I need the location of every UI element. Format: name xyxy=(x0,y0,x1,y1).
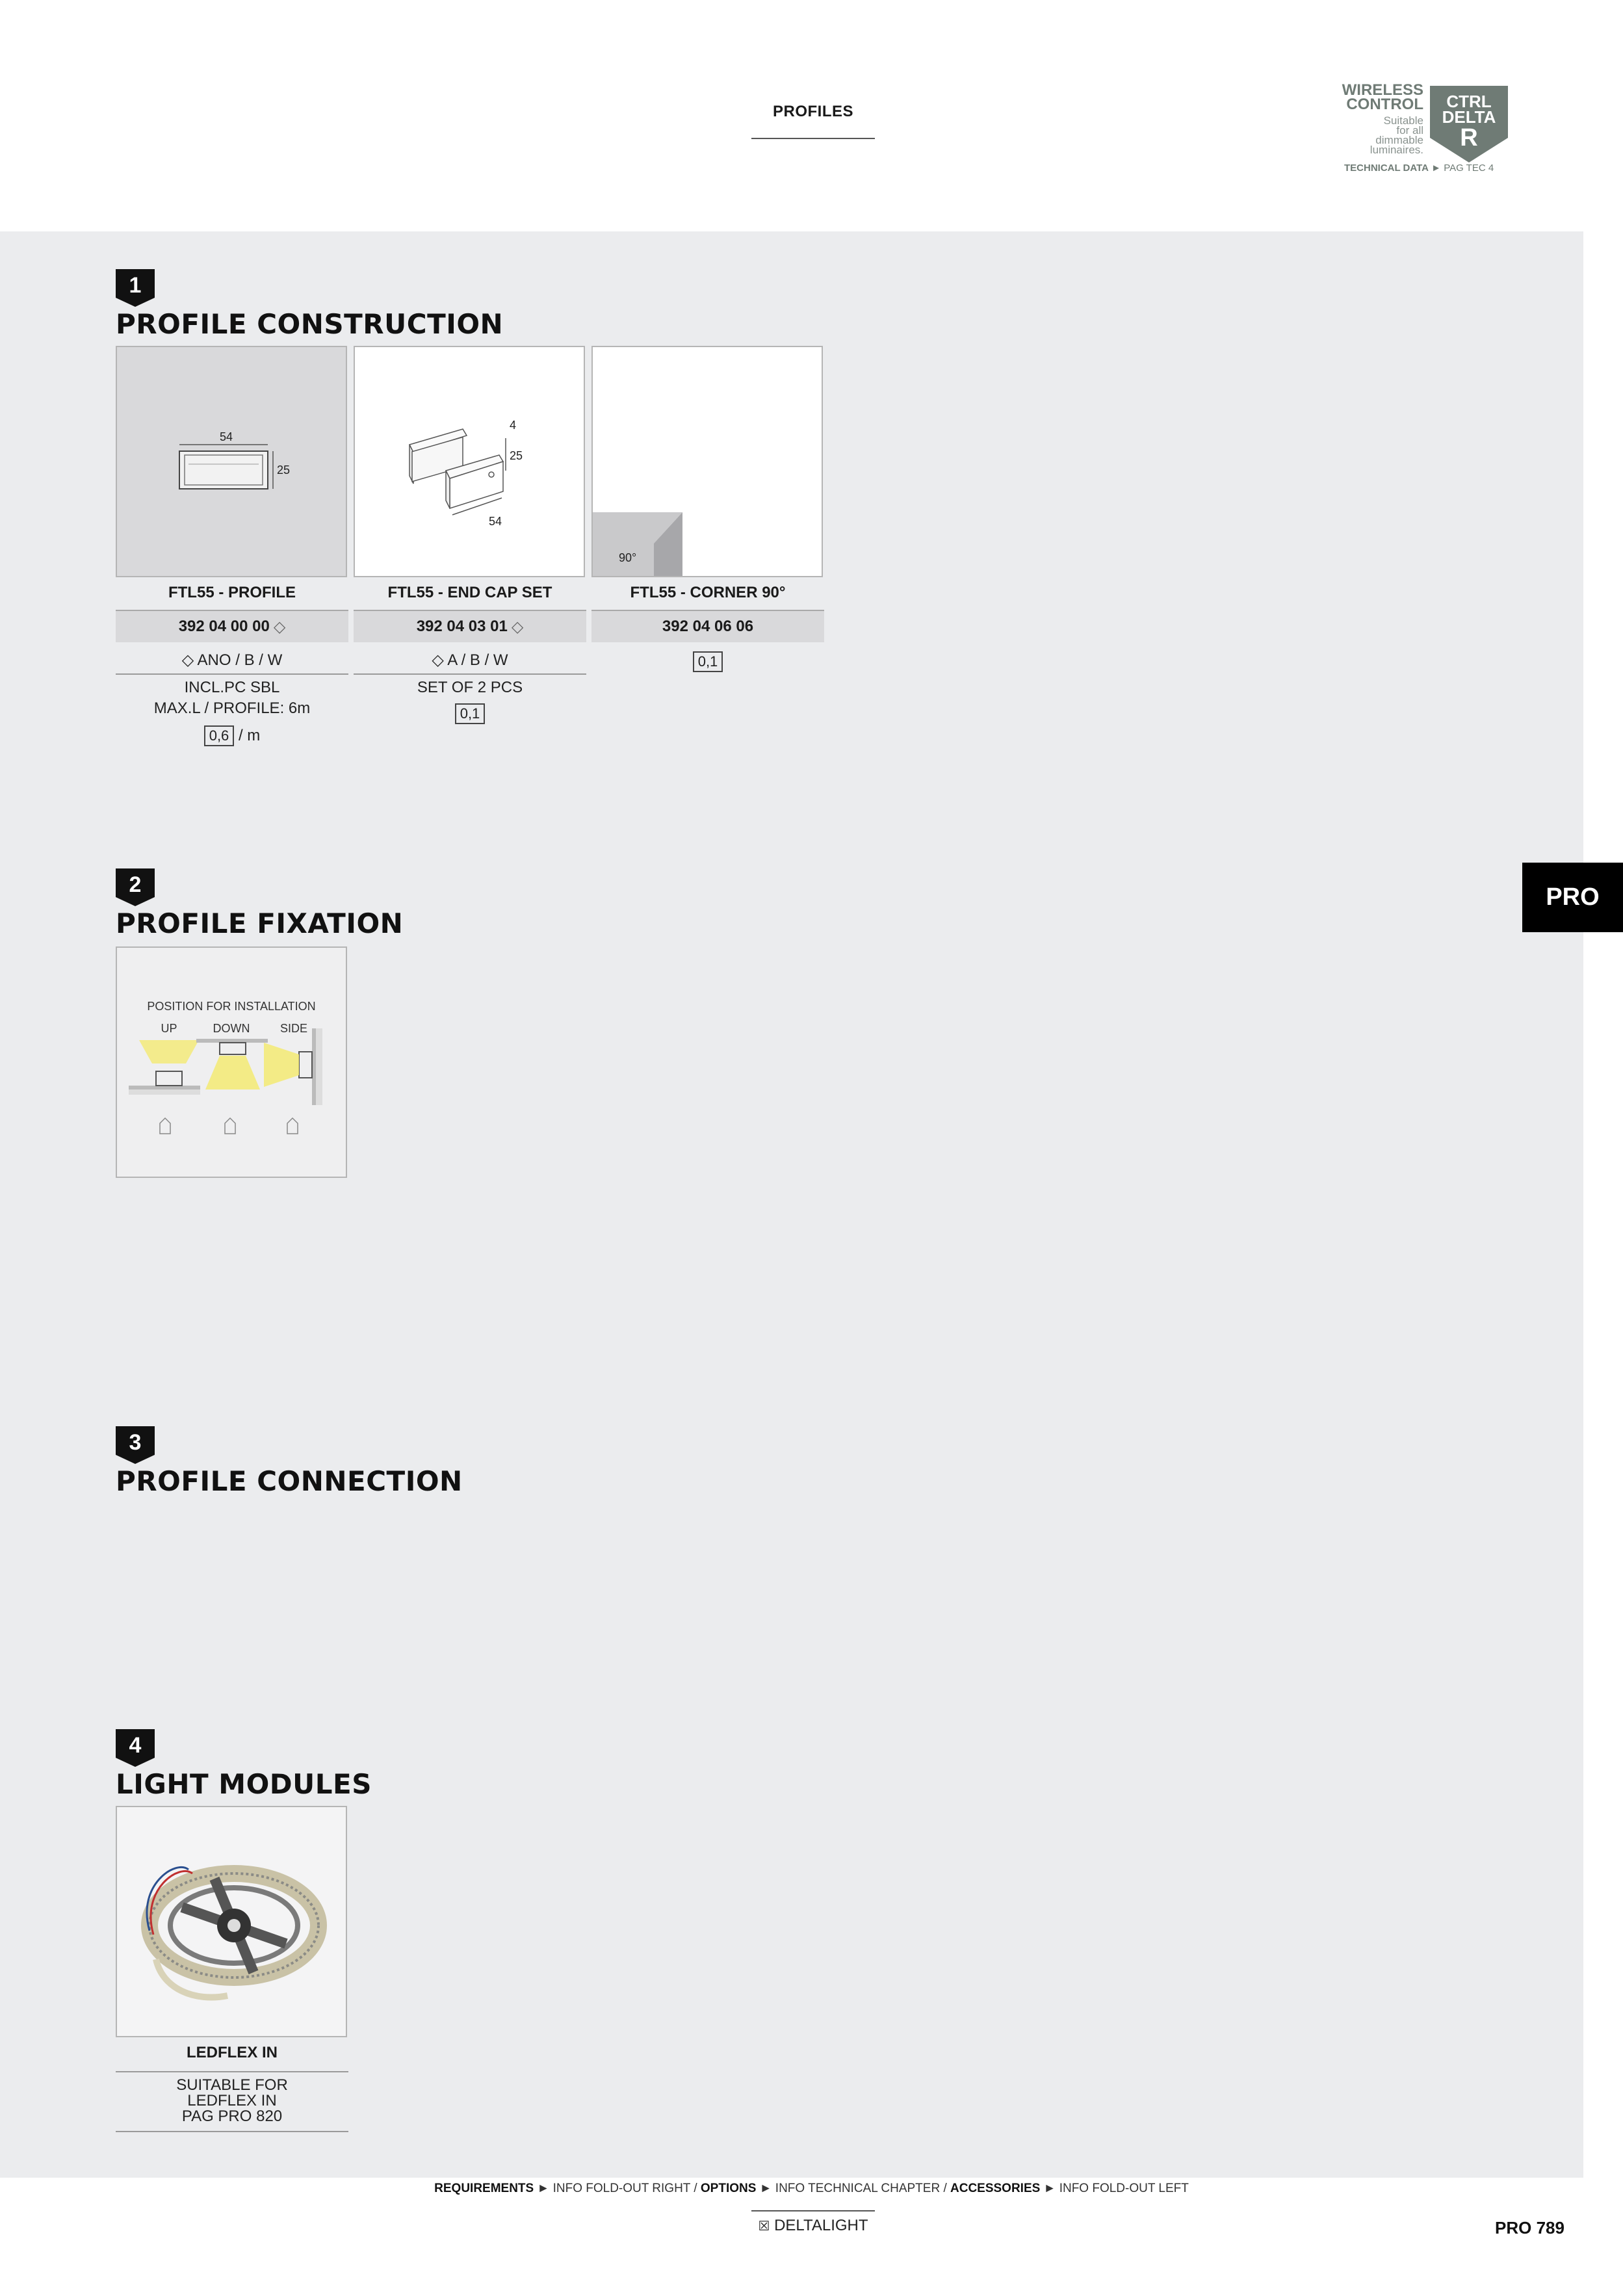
wireless-sub3: dimmable xyxy=(1375,134,1423,146)
tech-ref: PAG TEC 4 xyxy=(1444,163,1494,174)
brand-name: DELTALIGHT xyxy=(774,2217,868,2234)
divider xyxy=(116,2131,348,2132)
finish-options-icon: ◇ xyxy=(511,618,524,636)
section-title-connection: PROFILE CONNECTION xyxy=(116,1465,463,1497)
finish-options-icon: ◇ xyxy=(273,618,286,636)
module-line1: SUITABLE FOR xyxy=(176,2076,288,2094)
corner-drawing xyxy=(593,347,822,576)
finish-end-cap: ◇ A / B / W xyxy=(432,651,508,669)
note-profile-1: INCL.PC SBL xyxy=(184,679,280,696)
ledflex-image xyxy=(116,1806,347,2037)
arrow-right-icon: ► xyxy=(1043,2182,1056,2195)
wireless-line1: WIRELESS xyxy=(1342,81,1423,99)
module-name: LEDFLEX IN xyxy=(186,2044,278,2061)
weight-corner xyxy=(591,651,824,672)
side-mounting-icon xyxy=(264,1028,322,1105)
footer-accessories[interactable]: ACCESSORIES xyxy=(950,2182,1041,2195)
page-number: PRO 789 xyxy=(1495,2218,1565,2237)
product-code-end-cap: 392 04 03 01 ◇ xyxy=(354,610,586,642)
home-icons xyxy=(160,1118,298,1134)
dim-height-25: 25 xyxy=(277,463,291,476)
label-up: UP xyxy=(161,1022,177,1035)
module-line3: PAG PRO 820 xyxy=(181,2107,283,2125)
weight-box: 0,1 xyxy=(455,703,486,724)
section-marker-4: 4 xyxy=(116,1729,155,1767)
section-marker-3: 3 xyxy=(116,1426,155,1464)
page-header-title: PROFILES xyxy=(772,103,853,120)
product-image-corner xyxy=(591,346,823,577)
end-cap-drawing xyxy=(355,347,584,576)
ctrl-text: CTRL xyxy=(1446,92,1492,111)
footer-options[interactable]: OPTIONS xyxy=(700,2182,757,2195)
deltalight-logo-icon: ☒ xyxy=(758,2219,770,2234)
arrow-right-icon: ► xyxy=(537,2182,550,2195)
section-title-light-modules: LIGHT MODULES xyxy=(116,1768,372,1800)
divider xyxy=(116,673,348,675)
tech-label: TECHNICAL DATA xyxy=(1344,163,1429,174)
wireless-sub4: luminaires. xyxy=(1370,144,1423,156)
dim-width-54: 54 xyxy=(220,430,233,443)
arrow-right-icon: ► xyxy=(1431,163,1442,174)
section-title-construction: PROFILE CONSTRUCTION xyxy=(116,308,504,340)
note-profile-2: MAX.L / PROFILE: 6m xyxy=(153,699,311,717)
weight-box: 0,6 xyxy=(204,725,235,746)
fixation-diagram xyxy=(116,946,347,1178)
dim-depth-4: 4 xyxy=(510,419,517,432)
section-marker-2: 2 xyxy=(116,868,155,906)
wireless-sub2: for all xyxy=(1396,124,1423,137)
footer-requirements[interactable]: REQUIREMENTS xyxy=(434,2182,534,2195)
angle-label: 90° xyxy=(619,551,637,564)
product-image-end-cap xyxy=(354,346,585,577)
up-mounting-icon xyxy=(129,1040,200,1095)
ctrl-delta-shield-icon xyxy=(1430,86,1508,163)
section-marker-1: 1 xyxy=(116,269,155,307)
divider xyxy=(116,2071,348,2072)
dim-width-54: 54 xyxy=(489,515,502,528)
wireless-line2: CONTROL xyxy=(1346,96,1423,113)
footer-divider xyxy=(751,2210,875,2211)
product-name-corner: FTL55 - CORNER 90° xyxy=(630,584,786,601)
weight-end-cap xyxy=(354,703,586,724)
label-down: DOWN xyxy=(213,1022,250,1035)
section-title-fixation: PROFILE FIXATION xyxy=(116,907,404,939)
header-divider xyxy=(751,138,875,139)
divider xyxy=(354,673,586,675)
finish-profile: ◇ ANO / B / W xyxy=(181,651,283,669)
product-image-profile xyxy=(116,346,347,577)
chapter-tab[interactable]: PRO xyxy=(1522,863,1623,932)
wireless-sub1: Suitable xyxy=(1383,114,1423,127)
product-name-end-cap: FTL55 - END CAP SET xyxy=(387,584,552,601)
fixation-title: POSITION FOR INSTALLATION xyxy=(147,1000,316,1013)
weight-profile: 0,6 / m xyxy=(116,725,348,746)
profile-section-drawing xyxy=(117,347,346,576)
brand-logo xyxy=(751,2217,875,2235)
product-code-profile: 392 04 00 00 ◇ xyxy=(116,610,348,642)
product-name-profile: FTL55 - PROFILE xyxy=(168,584,296,601)
wireless-control-badge xyxy=(1339,83,1508,181)
technical-data-link[interactable] xyxy=(1344,163,1513,174)
footer-navigation: REQUIREMENTS ► INFO FOLD-OUT RIGHT / OPTIONS ► INFO TECHNICAL CHAPTER / ACCESSORIES ► INFO FOLD-OUT LEFT xyxy=(434,2182,1189,2195)
weight-box: 0,1 xyxy=(693,651,723,672)
module-line2: LEDFLEX IN xyxy=(187,2092,277,2109)
arrow-right-icon: ► xyxy=(759,2182,772,2195)
product-code-corner: 392 04 06 06 xyxy=(591,610,824,642)
down-mounting-icon xyxy=(196,1039,268,1089)
dim-height-25: 25 xyxy=(510,449,523,462)
note-end-cap: SET OF 2 PCS xyxy=(417,679,523,696)
r-text: R xyxy=(1460,124,1478,151)
delta-text: DELTA xyxy=(1442,107,1496,127)
label-side: SIDE xyxy=(279,1022,308,1035)
